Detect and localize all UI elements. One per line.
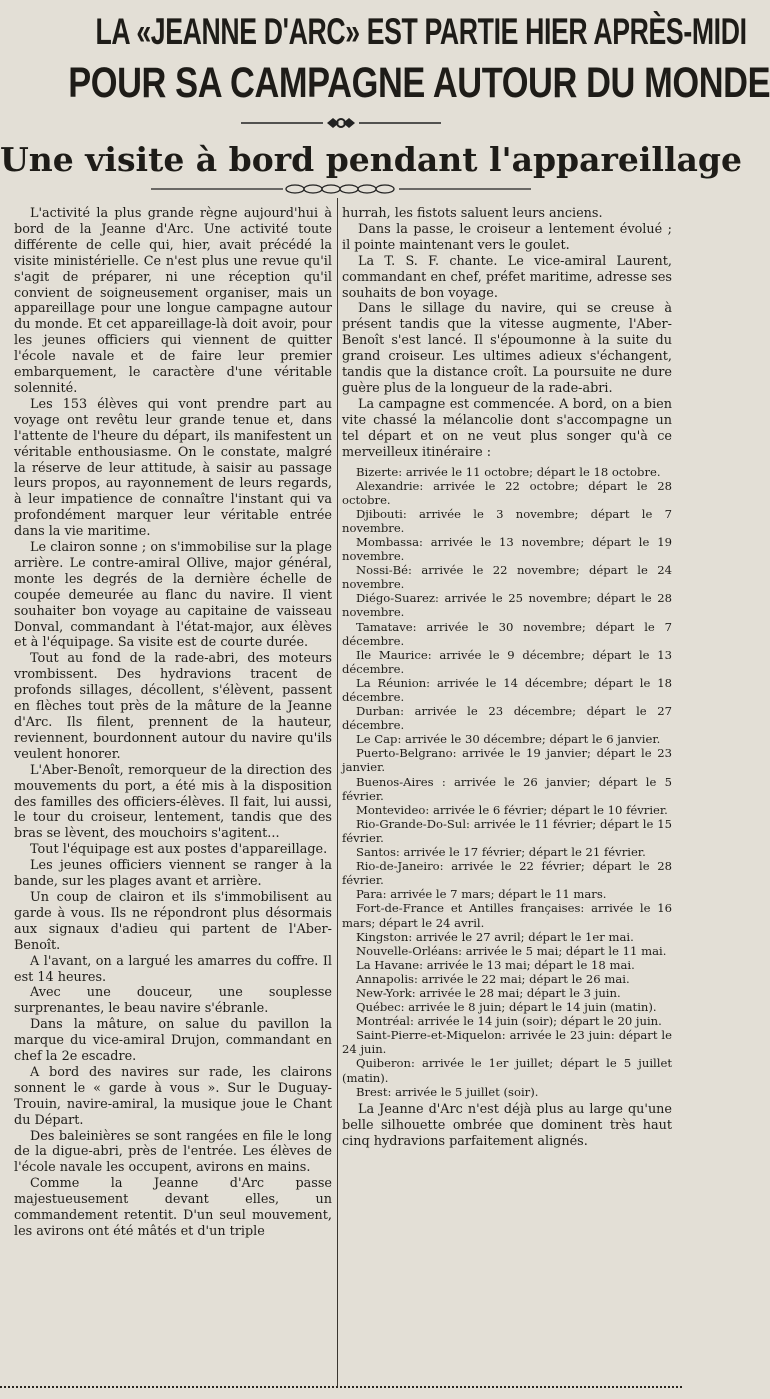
itinerary-item: Québec: arrivée le 8 juin; départ le 14 juin (matin).: [356, 1000, 657, 1015]
headline-line-2: POUR SA CAMPAGNE AUTOUR DU MONDE: [68, 59, 770, 107]
itinerary-item: Buenos-Aires : arrivée le 26 janvier; départ le 5 février.: [342, 774, 672, 803]
itinerary-item: Djibouti: arrivée le 3 novembre; départ le 7 novembre.: [342, 506, 672, 535]
itinerary-list: [342, 465, 672, 1099]
headline-line-1: LA «JEANNE D'ARC» EST PARTIE HIER APRÈS-MIDI: [95, 11, 747, 52]
itinerary-item: Fort-de-France et Antilles françaises: arrivée le 16 mars; départ le 24 avril.: [342, 901, 672, 930]
itinerary-item: Ile Maurice: arrivée le 9 décembre; départ le 13 décembre.: [342, 647, 672, 676]
itinerary-item: Saint-Pierre-et-Miquelon: arrivée le 23 juin: départ le 24 juin.: [342, 1028, 672, 1057]
itinerary-item: Annapolis: arrivée le 22 mai; départ le 26 mai.: [356, 971, 630, 986]
paragraph: Tout l'équipage est aux postes d'appareillage.: [30, 842, 328, 858]
itinerary-item: Rio-de-Janeiro: arrivée le 22 février; départ le 28 février.: [342, 859, 672, 888]
paragraph: A l'avant, on a largué les amarres du coffre. Il est 14 heures.: [14, 953, 332, 985]
itinerary-item: New-York: arrivée le 28 mai; départ le 3 juin.: [356, 985, 621, 1000]
itinerary-item: Brest: arrivée le 5 juillet (soir).: [356, 1084, 539, 1099]
headline-ornament: [0, 112, 682, 134]
itinerary-item: La Réunion: arrivée le 14 décembre; départ le 18 décembre.: [342, 675, 672, 704]
itinerary-item: Durban: arrivée le 23 décembre; départ le 27 décembre.: [342, 704, 672, 733]
paragraph: Les jeunes officiers viennent se ranger à la bande, sur les plages avant et arrière.: [14, 858, 332, 890]
itinerary-item: La Havane: arrivée le 13 mai; départ le 18 mai.: [356, 957, 635, 972]
paragraph: Dans le sillage du navire, qui se creuse à présent tandis que la vitesse augmente, l'Aber-Benoît s'est lancé. Il s'époumonne à la suite du grand croiseur. Les ultimes adieux s'échangent, tandis que la distance croît. La poursuite ne dure guère plus de la longueur de la rade-abri.: [342, 301, 672, 396]
paragraph: L'activité la plus grande règne aujourd'hui à bord de la Jeanne d'Arc. Une activité toute différente de celle qui, hier, avait précédé la visite ministérielle. Ce n'est plus une revue qu'il s'agit de préparer, ni une réception qu'il convient de soigneusement organiser, mais un appareillage pour une longue campagne autour du monde. Et cet appareillage-là doit avoir, pour les jeunes officiers qui viennent de quitter l'école navale et de faire leur premier embarquement, le caractère d'une véritable solennité.: [14, 206, 332, 396]
itinerary-item: Nouvelle-Orléans: arrivée le 5 mai; départ le 11 mai.: [356, 943, 667, 958]
paragraph: Comme la Jeanne d'Arc passe majestueusement devant elles, un commandement retentit. D'un seul mouvement, les avirons ont été mâtés et d'un triple: [14, 1176, 332, 1239]
paragraph: L'Aber-Benoît, remorqueur de la direction des mouvements du port, a été mis à la disposition des familles des officiers-élèves. Il fait, lui aussi, le tour du croiseur, lentement, tandis que des bras se lèvent, des mouchoirs s'agitent...: [14, 762, 332, 842]
paragraph: Le clairon sonne ; on s'immobilise sur la plage arrière. Le contre-amiral Ollive, major général, monte les degrés de la dernière échelle de coupée demeurée au flanc du navire. Il vient souhaiter bon voyage au capitaine de vaisseau Donval, commandant à l'état-major, aux élèves et à l'équipage. Sa visite est de courte durée.: [14, 540, 332, 651]
paragraph: Les 153 élèves qui vont prendre part au voyage ont revêtu leur grande tenue et, dans l'attente de l'heure du départ, ils manifestent un véritable enthousiasme. On le constate, malgré la réserve de leur attitude, à saisir au passage leurs propos, au rayonnement de leurs regards, à leur impatience de connaître l'instant qui va profondément marquer leur véritable entrée dans la vie maritime.: [14, 396, 332, 540]
paragraph: Tout au fond de la rade-abri, des moteurs vrombissent. Des hydravions tracent de profonds sillages, décollent, s'élèvent, passent en flèches tout près de la mâture de la Jeanne d'Arc. Ils filent, prennent de la hauteur, reviennent, bourdonnent autour du navire qu'ils veulent honorer.: [14, 651, 332, 762]
closing-paragraph: La Jeanne d'Arc n'est déjà plus au large qu'une belle silhouette ombrée que dominent très haut cinq hydravions parfaitement alignés.: [342, 1101, 672, 1149]
column-divider: [337, 198, 338, 1388]
itinerary-item: Nossi-Bé: arrivée le 22 novembre; départ le 24 novembre.: [342, 563, 672, 592]
itinerary-item: Bizerte: arrivée le 11 octobre; départ le 18 octobre.: [356, 464, 661, 479]
itinerary-item: Santos: arrivée le 17 février; départ le 21 février.: [356, 845, 646, 860]
article-right-column: [342, 206, 672, 1149]
article-left-column: [14, 206, 332, 1240]
paragraph: Un coup de clairon et ils s'immobilisent au garde à vous. Ils ne répondront plus désormais aux signaux d'adieu qui partent de l'Aber-Benoît.: [14, 889, 332, 953]
itinerary-item: Rio-Grande-Do-Sul: arrivée le 11 février; départ le 15 février.: [342, 816, 672, 845]
itinerary-item: Montréal: arrivée le 14 juin (soir); départ le 20 juin.: [356, 1014, 662, 1029]
paragraph: A bord des navires sur rade, les clairons sonnent le « garde à vous ». Sur le Duguay-Trouin, navire-amiral, la musique joue le Chant du Départ.: [14, 1064, 332, 1128]
itinerary-item: Mombassa: arrivée le 13 novembre; départ le 19 novembre.: [342, 534, 672, 564]
paragraph: La T. S. F. chante. Le vice-amiral Laurent, commandant en chef, préfet maritime, adresse ses souhaits de bon voyage.: [342, 253, 672, 301]
itinerary-item: Puerto-Belgrano: arrivée le 19 janvier; départ le 23 janvier.: [342, 746, 672, 775]
article-subtitle: Une visite à bord pendant l'appareillage: [0, 140, 742, 179]
itinerary-item: Alexandrie: arrivée le 22 octobre; départ le 28 octobre.: [342, 478, 672, 507]
itinerary-item: Quiberon: arrivée le 1er juillet; départ le 5 juillet (matin).: [342, 1056, 672, 1085]
paragraph: Dans la passe, le croiseur a lentement évolué ; il pointe maintenant vers le goulet.: [342, 221, 672, 253]
itinerary-item: Tamatave: arrivée le 30 novembre; départ le 7 décembre.: [342, 619, 672, 648]
paragraph: Des baleinières se sont rangées en file le long de la digue-abri, près de l'entrée. Les élèves de l'école navale les occupent, avirons en mains.: [14, 1128, 332, 1176]
itinerary-item: Montevideo: arrivée le 6 février; départ le 10 février.: [356, 802, 668, 817]
subtitle-ornament: [0, 178, 682, 200]
itinerary-item: Kingston: arrivée le 27 avril; départ le 1er mai.: [356, 929, 634, 944]
bottom-border: [0, 1386, 682, 1398]
itinerary-item: Para: arrivée le 7 mars; départ le 11 mars.: [356, 887, 607, 902]
paragraph-continued: hurrah, les fistots saluent leurs anciens.: [342, 206, 603, 221]
paragraph: Avec une douceur, une souplesse surprenantes, le beau navire s'ébranle.: [14, 985, 332, 1017]
itinerary-item: Diégo-Suarez: arrivée le 25 novembre; départ le 28 novembre.: [342, 591, 672, 620]
paragraph: Dans la mâture, on salue du pavillon la marque du vice-amiral Drujon, commandant en chef la 2e escadre.: [14, 1017, 332, 1065]
paragraph: La campagne est commencée. A bord, on a bien vite chassé la mélancolie dont s'accompagne un tel départ et on ne veut plus songer qu'à ce merveilleux itinéraire :: [342, 396, 672, 460]
itinerary-item: Le Cap: arrivée le 30 décembre; départ le 6 janvier.: [356, 732, 661, 747]
